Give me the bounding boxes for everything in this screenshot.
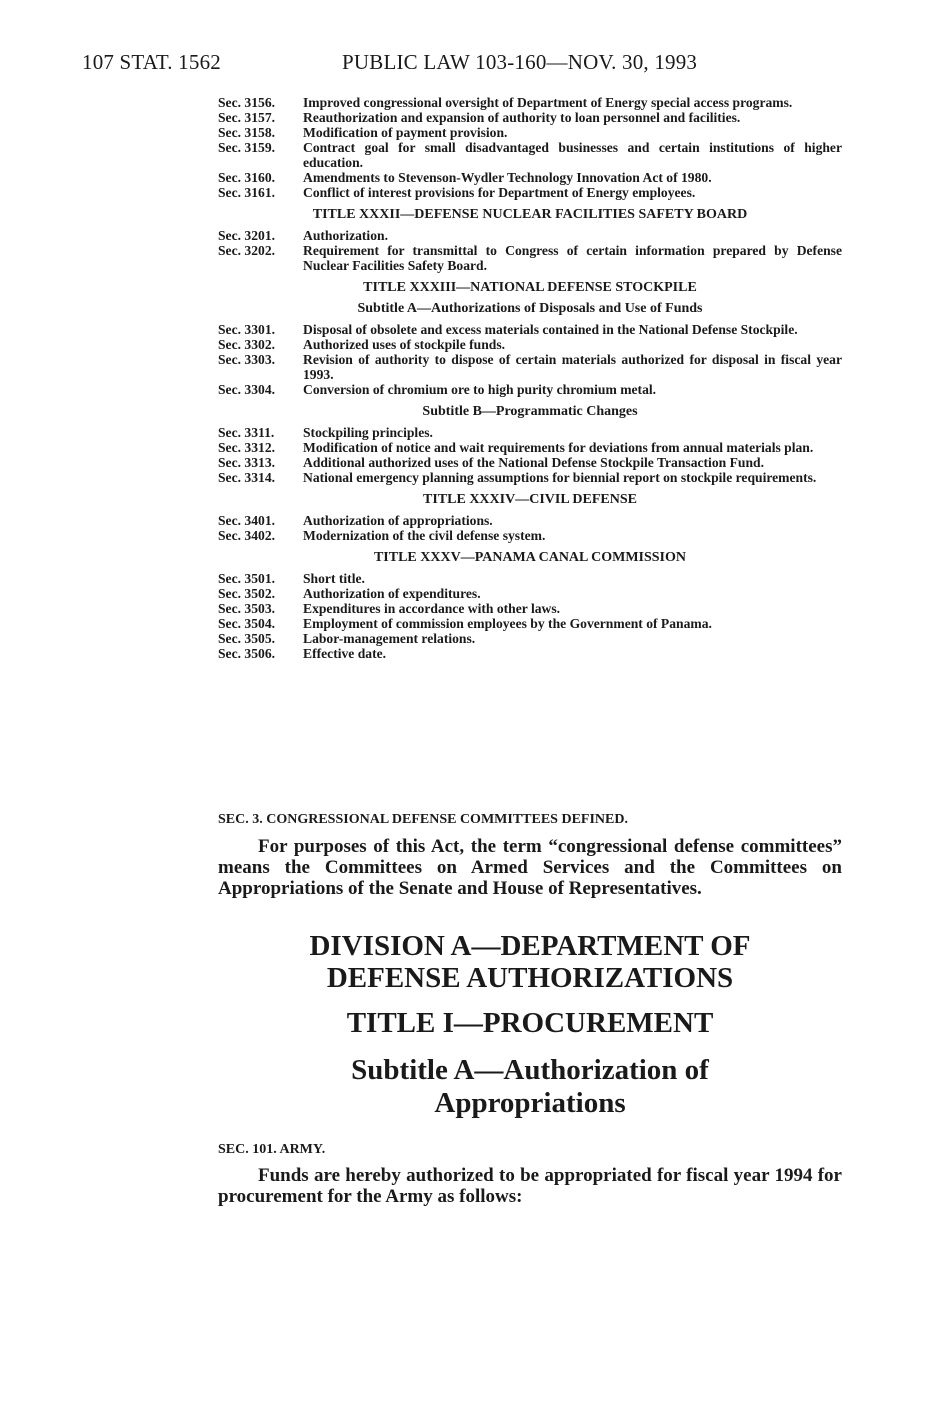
toc-section-title: Expenditures in accordance with other laws. xyxy=(303,601,561,616)
public-law-header: PUBLIC LAW 103-160—NOV. 30, 1993 xyxy=(342,50,698,74)
toc-subtitle-heading: Subtitle A—Authorizations of Disposals and Use of Funds xyxy=(357,301,703,316)
section-3-heading: SEC. 3. CONGRESSIONAL DEFENSE COMMITTEES DEFINED. xyxy=(218,812,628,827)
toc-section-title: Conversion of chromium ore to high purity chromium metal. xyxy=(303,382,657,397)
toc-group xyxy=(218,228,842,273)
division-heading xyxy=(218,930,842,994)
toc-group xyxy=(218,95,842,200)
toc-entry xyxy=(218,95,842,110)
toc-entry xyxy=(218,170,842,185)
toc-section-title: National emergency planning assumptions for biennial report on stockpile requirements. xyxy=(303,470,817,485)
toc-section-title: Modification of payment provision. xyxy=(303,125,508,140)
toc-section-title: Modification of notice and wait requirements for deviations from annual materials plan. xyxy=(303,440,814,455)
toc-section-number: Sec. 3157. xyxy=(218,110,276,125)
toc-entry xyxy=(218,140,842,170)
toc-section-title: Authorization of expenditures. xyxy=(303,586,481,601)
toc-section-title: Stockpiling principles. xyxy=(303,425,433,440)
toc-section-title: Conflict of interest provisions for Department of Energy employees. xyxy=(303,185,696,200)
toc-entry xyxy=(218,125,842,140)
toc-entry xyxy=(218,571,842,586)
toc-section-title: Revision of authority to dispose of certain materials authorized for disposal in fiscal year 1993. xyxy=(303,352,842,382)
toc-section-title: Short title. xyxy=(303,571,365,586)
toc-section-number: Sec. 3160. xyxy=(218,170,276,185)
section-3-body: For purposes of this Act, the term “congressional defense committees” means the Committees on Armed Services and the Committees on Appropriations of the Senate and House of Representatives. xyxy=(218,836,842,899)
toc-entry xyxy=(218,228,842,243)
toc-section-title: Labor-management relations. xyxy=(303,631,476,646)
section-101-body: Funds are hereby authorized to be appropriated for fiscal year 1994 for procurement for the Army as follows: xyxy=(218,1165,842,1207)
toc-entry xyxy=(218,425,842,440)
stat-page-number: 107 STAT. 1562 xyxy=(82,50,221,74)
toc-section-title: Contract goal for small disadvantaged businesses and certain institutions of higher education. xyxy=(303,140,842,170)
toc-section-number: Sec. 3501. xyxy=(218,571,276,586)
toc-section-number: Sec. 3304. xyxy=(218,382,276,397)
toc-entry xyxy=(218,586,842,601)
toc-section-number: Sec. 3311. xyxy=(218,425,275,440)
toc-section-title: Authorized uses of stockpile funds. xyxy=(303,337,506,352)
toc-section-title: Requirement for transmittal to Congress of certain information prepared by Defense Nuclear Facilities Safety Board. xyxy=(303,243,842,273)
subtitle-heading-line: Appropriations xyxy=(434,1087,626,1119)
toc-section-number: Sec. 3201. xyxy=(218,228,276,243)
toc-section-title: Employment of commission employees by the Government of Panama. xyxy=(303,616,712,631)
toc-entry xyxy=(218,382,842,397)
toc-section-number: Sec. 3506. xyxy=(218,646,276,661)
subtitle-a-heading xyxy=(218,1054,842,1120)
toc-section-number: Sec. 3504. xyxy=(218,616,276,631)
toc-section-title: Authorization. xyxy=(303,228,388,243)
toc-subtitle-heading: Subtitle B—Programmatic Changes xyxy=(422,404,638,419)
toc-section-title: Effective date. xyxy=(303,646,387,661)
toc-title-heading: TITLE XXXII—DEFENSE NUCLEAR FACILITIES SAFETY BOARD xyxy=(312,207,748,222)
toc-section-number: Sec. 3302. xyxy=(218,337,276,352)
division-heading-line: DEFENSE AUTHORIZATIONS xyxy=(326,962,734,994)
toc-section-title: Additional authorized uses of the National Defense Stockpile Transaction Fund. xyxy=(303,455,764,470)
toc-section-number: Sec. 3502. xyxy=(218,586,276,601)
toc-section-title: Reauthorization and expansion of authority to loan personnel and facilities. xyxy=(303,110,741,125)
toc-entry xyxy=(218,110,842,125)
toc-entry xyxy=(218,352,842,382)
toc-entry xyxy=(218,513,842,528)
toc-entry xyxy=(218,455,842,470)
toc-section-number: Sec. 3312. xyxy=(218,440,276,455)
toc-section-number: Sec. 3505. xyxy=(218,631,276,646)
toc-section-number: Sec. 3401. xyxy=(218,513,276,528)
toc-entry xyxy=(218,337,842,352)
table-of-contents xyxy=(218,95,842,661)
toc-section-number: Sec. 3301. xyxy=(218,322,276,337)
toc-entry xyxy=(218,616,842,631)
toc-section-number: Sec. 3314. xyxy=(218,470,276,485)
toc-section-number: Sec. 3402. xyxy=(218,528,276,543)
toc-section-title: Authorization of appropriations. xyxy=(303,513,493,528)
division-heading-line: DIVISION A—DEPARTMENT OF xyxy=(309,930,751,962)
toc-section-number: Sec. 3159. xyxy=(218,140,276,155)
toc-section-number: Sec. 3303. xyxy=(218,352,276,367)
toc-section-number: Sec. 3202. xyxy=(218,243,276,258)
toc-group xyxy=(218,425,842,485)
toc-section-title: Modernization of the civil defense system. xyxy=(303,528,546,543)
running-head xyxy=(82,50,842,78)
title-i-heading: TITLE I—PROCUREMENT xyxy=(346,1007,714,1039)
toc-group xyxy=(218,322,842,397)
toc-section-number: Sec. 3503. xyxy=(218,601,276,616)
toc-entry xyxy=(218,631,842,646)
subtitle-heading-line: Subtitle A—Authorization of xyxy=(351,1054,709,1086)
toc-entry xyxy=(218,528,842,543)
toc-section-number: Sec. 3313. xyxy=(218,455,276,470)
toc-entry xyxy=(218,440,842,455)
toc-entry xyxy=(218,185,842,200)
toc-title-heading: TITLE XXXIII—NATIONAL DEFENSE STOCKPILE xyxy=(363,280,697,295)
toc-group xyxy=(218,571,842,661)
toc-section-number: Sec. 3161. xyxy=(218,185,276,200)
toc-section-title: Amendments to Stevenson-Wydler Technology Innovation Act of 1980. xyxy=(303,170,712,185)
toc-entry xyxy=(218,470,842,485)
toc-section-number: Sec. 3158. xyxy=(218,125,276,140)
toc-section-title: Improved congressional oversight of Department of Energy special access programs. xyxy=(303,95,793,110)
toc-entry xyxy=(218,243,842,273)
toc-section-title: Disposal of obsolete and excess materials contained in the National Defense Stockpile. xyxy=(303,322,798,337)
toc-title-heading: TITLE XXXV—PANAMA CANAL COMMISSION xyxy=(373,550,687,565)
section-101-heading: SEC. 101. ARMY. xyxy=(218,1142,326,1157)
toc-entry xyxy=(218,601,842,616)
toc-entry xyxy=(218,322,842,337)
toc-title-heading: TITLE XXXIV—CIVIL DEFENSE xyxy=(423,492,637,507)
toc-entry xyxy=(218,646,842,661)
toc-group xyxy=(218,513,842,543)
toc-section-number: Sec. 3156. xyxy=(218,95,276,110)
